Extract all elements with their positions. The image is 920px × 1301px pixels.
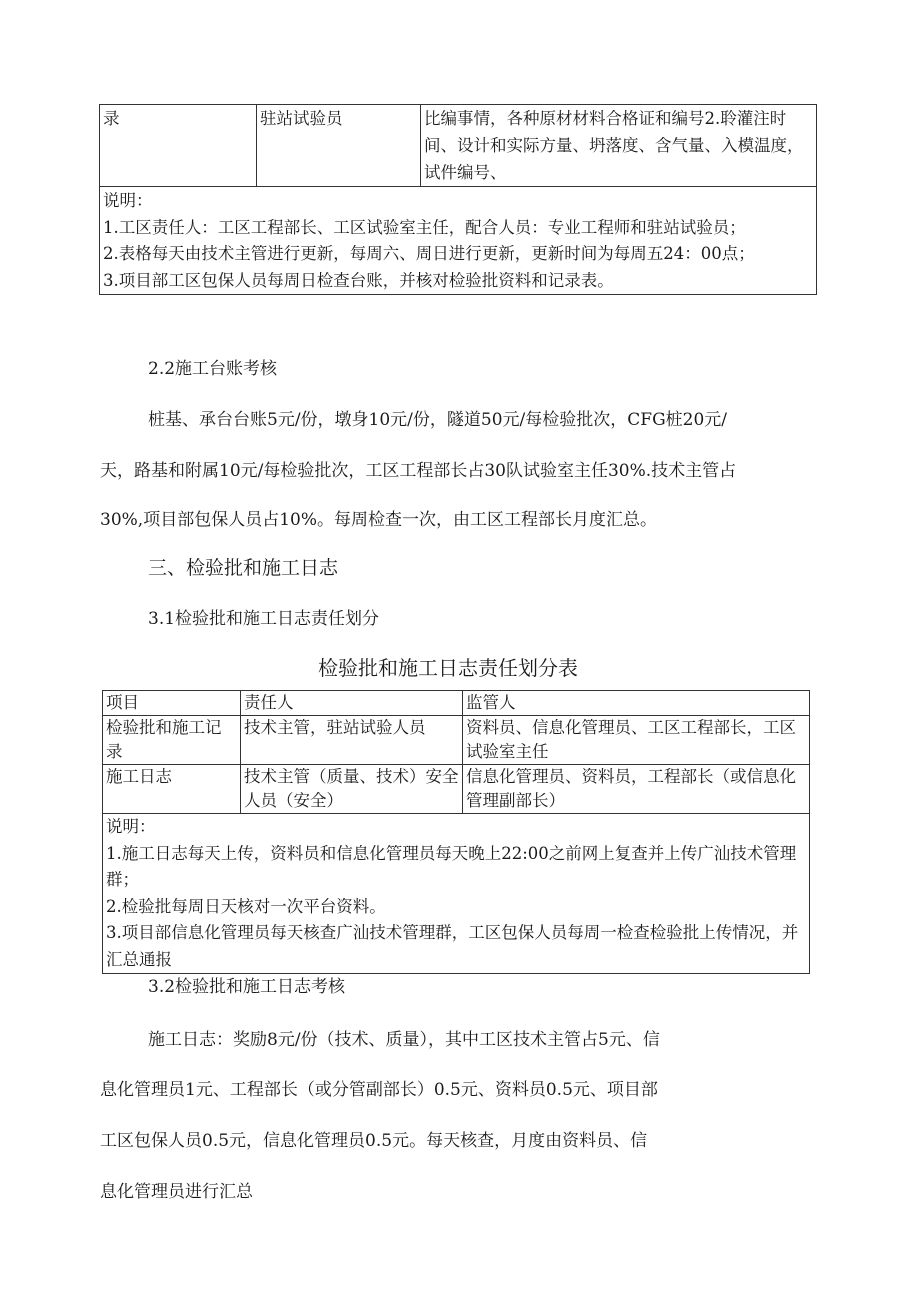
note-line: 1.施工日志每天上传，资料员和信息化管理员每天晚上22:00之前网上复查并上传广汕技术管理群；	[106, 843, 797, 889]
note-line: 3.项目部信息化管理员每天核查广汕技术管理群，工区包保人员每周一检查检验批上传情况，并汇总通报	[106, 923, 799, 969]
section-2-2-heading: 2.2施工台账考核	[148, 359, 278, 379]
paragraph-line: 30%,项目部包保人员占10%。每周检查一次，由工区工程部长月度汇总。	[100, 510, 657, 530]
table-row	[100, 105, 817, 187]
table-header-row	[103, 691, 810, 716]
table-header: 责任人	[241, 691, 463, 716]
note-line: 2.检验批每周日天核对一次平台资料。	[106, 896, 386, 916]
table-header: 监管人	[463, 691, 810, 716]
table-notes	[103, 814, 810, 974]
table-cell-supervisor: 信息化管理员、资料员，工程部长（或信息化管理副部长）	[463, 765, 810, 814]
table-notes-row	[103, 814, 810, 974]
table-notes-row	[100, 187, 817, 295]
section-3-heading: 三、检验批和施工日志	[148, 557, 339, 579]
note-line: 1.工区责任人：工区工程部长、工区试验室主任，配合人员：专业工程师和驻站试验员；	[103, 217, 746, 237]
table-title: 检验批和施工日志责任划分表	[318, 656, 578, 680]
note-line: 说明：	[106, 817, 156, 836]
table-cell-item: 录	[100, 105, 257, 187]
paragraph-line: 工区包保人员0.5元，信息化管理员0.5元。每天核查，月度由资料员、信	[100, 1131, 648, 1151]
responsibility-table-continued	[99, 104, 817, 295]
paragraph-line: 息化管理员进行汇总	[100, 1182, 253, 1202]
paragraph-line: 天，路基和附属10元/每检验批次，工区工程部长占30队试验室主任30%.技术主管占	[100, 461, 737, 481]
table-cell-responsible: 驻站试验员	[257, 105, 421, 187]
table-cell-item: 检验批和施工记录	[103, 716, 241, 765]
paragraph-line: 息化管理员1元、工程部长（或分管副部长）0.5元、资料员0.5元、项目部	[100, 1080, 658, 1100]
table-notes	[100, 187, 817, 295]
table-cell-responsible: 技术主管，驻站试验人员	[241, 716, 463, 765]
paragraph-line: 施工日志：奖励8元/份（技术、质量），其中工区技术主管占5元、信	[148, 1030, 660, 1050]
table-row	[103, 716, 810, 765]
table-cell-supervisor: 资料员、信息化管理员、工区工程部长，工区试验室主任	[463, 716, 810, 765]
table-cell-content: 比编事情，各种原材材料合格证和编号2.聆灌注时间、设计和实际方量、坍落度、含气量、入模温度，试件编号、	[421, 105, 817, 187]
table-row	[103, 765, 810, 814]
table-cell-responsible: 技术主管（质量、技术）安全人员（安全）	[241, 765, 463, 814]
note-line: 说明：	[103, 191, 153, 210]
paragraph-line: 桩基、承台台账5元/份，墩身10元/份，隧道50元/每检验批次，CFG桩20元/	[148, 410, 728, 430]
table-header: 项目	[103, 691, 241, 716]
note-line: 2.表格每天由技术主管进行更新，每周六、周日进行更新，更新时间为每周五24：00点；	[103, 244, 755, 263]
table-cell-item: 施工日志	[103, 765, 241, 814]
section-3-1-heading: 3.1检验批和施工日志责任划分	[148, 609, 380, 629]
responsibility-table	[102, 690, 810, 974]
section-3-2-heading: 3.2检验批和施工日志考核	[148, 977, 346, 997]
note-line: 3.项目部工区包保人员每周日检查台账，并核对检验批资料和记录表。	[103, 270, 614, 290]
